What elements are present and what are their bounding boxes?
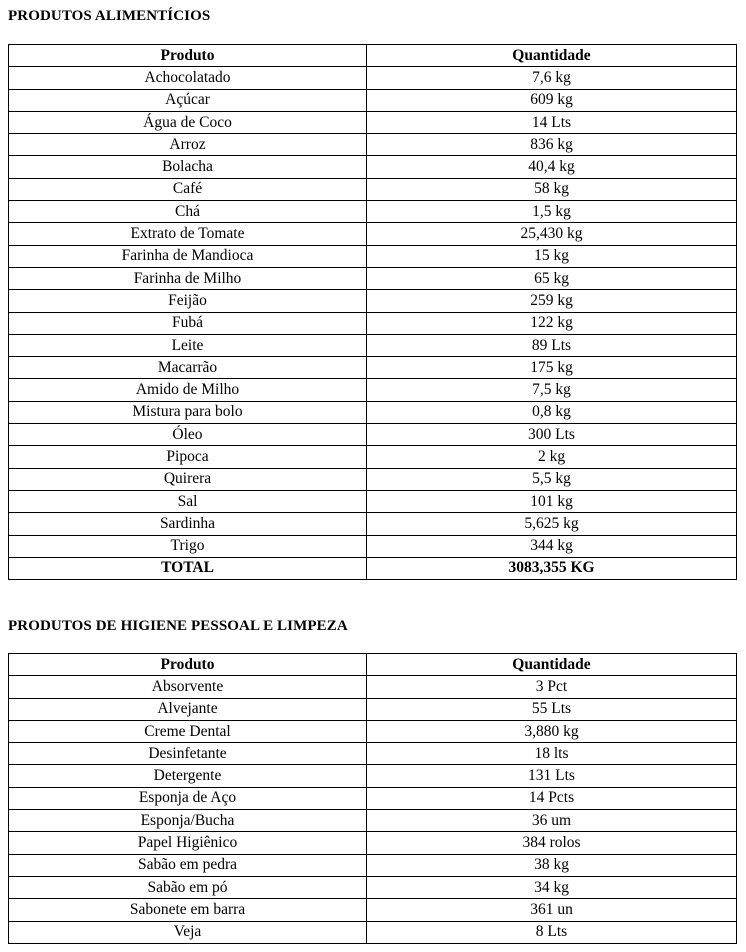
product-name-cell: Desinfetante <box>9 743 367 765</box>
table-row <box>9 379 737 401</box>
product-name-cell: Sabão em pedra <box>9 854 367 876</box>
product-name-cell: Farinha de Milho <box>9 267 367 289</box>
table-row <box>9 468 737 490</box>
product-name-cell: Mistura para bolo <box>9 401 367 423</box>
quantity-cell: 34 kg <box>367 876 737 898</box>
quantity-cell: 8 Lts <box>367 921 737 943</box>
product-name-cell: Fubá <box>9 312 367 334</box>
hygiene-table-body <box>9 676 737 944</box>
table-row <box>9 698 737 720</box>
column-header-product: Produto <box>9 45 367 67</box>
table-row <box>9 401 737 423</box>
quantity-cell: 15 kg <box>367 245 737 267</box>
table-row <box>9 832 737 854</box>
product-name-cell: Papel Higiênico <box>9 832 367 854</box>
product-name-cell: Água de Coco <box>9 111 367 133</box>
product-name-cell: Absorvente <box>9 676 367 698</box>
quantity-cell: 1,5 kg <box>367 201 737 223</box>
table-row <box>9 111 737 133</box>
table-header-row <box>9 45 737 67</box>
table-row <box>9 267 737 289</box>
product-name-cell: Esponja de Aço <box>9 787 367 809</box>
quantity-cell: 7,6 kg <box>367 67 737 89</box>
product-name-cell: Detergente <box>9 765 367 787</box>
product-name-cell: Macarrão <box>9 357 367 379</box>
product-name-cell: Feijão <box>9 290 367 312</box>
total-label: TOTAL <box>9 557 367 579</box>
table-row <box>9 490 737 512</box>
table-row <box>9 921 737 943</box>
product-name-cell: Alvejante <box>9 698 367 720</box>
quantity-cell: 65 kg <box>367 267 737 289</box>
quantity-cell: 55 Lts <box>367 698 737 720</box>
quantity-cell: 18 lts <box>367 743 737 765</box>
table-row <box>9 676 737 698</box>
food-section-heading: PRODUTOS ALIMENTÍCIOS <box>8 8 211 24</box>
quantity-cell: 36 um <box>367 810 737 832</box>
product-name-cell: Leite <box>9 334 367 356</box>
table-row <box>9 156 737 178</box>
quantity-cell: 7,5 kg <box>367 379 737 401</box>
food-table-body <box>9 67 737 558</box>
hygiene-products-table <box>8 653 737 944</box>
product-name-cell: Trigo <box>9 535 367 557</box>
quantity-cell: 836 kg <box>367 134 737 156</box>
table-row <box>9 201 737 223</box>
table-row <box>9 787 737 809</box>
quantity-cell: 14 Lts <box>367 111 737 133</box>
table-row <box>9 178 737 200</box>
quantity-cell: 384 rolos <box>367 832 737 854</box>
table-row <box>9 290 737 312</box>
table-row <box>9 334 737 356</box>
food-products-table <box>8 44 737 580</box>
quantity-cell: 3 Pct <box>367 676 737 698</box>
product-name-cell: Arroz <box>9 134 367 156</box>
table-row <box>9 720 737 742</box>
hygiene-section-heading: PRODUTOS DE HIGIENE PESSOAL E LIMPEZA <box>8 618 348 634</box>
product-name-cell: Quirera <box>9 468 367 490</box>
table-row <box>9 134 737 156</box>
product-name-cell: Farinha de Mandioca <box>9 245 367 267</box>
column-header-quantity: Quantidade <box>367 654 737 676</box>
quantity-cell: 38 kg <box>367 854 737 876</box>
table-row <box>9 743 737 765</box>
product-name-cell: Amido de Milho <box>9 379 367 401</box>
quantity-cell: 344 kg <box>367 535 737 557</box>
product-name-cell: Açúcar <box>9 89 367 111</box>
product-name-cell: Café <box>9 178 367 200</box>
product-name-cell: Veja <box>9 921 367 943</box>
table-row <box>9 765 737 787</box>
column-header-quantity: Quantidade <box>367 45 737 67</box>
table-row <box>9 245 737 267</box>
table-row <box>9 899 737 921</box>
quantity-cell: 131 Lts <box>367 765 737 787</box>
product-name-cell: Sal <box>9 490 367 512</box>
table-row <box>9 446 737 468</box>
total-row <box>9 557 737 579</box>
quantity-cell: 5,625 kg <box>367 513 737 535</box>
product-name-cell: Óleo <box>9 424 367 446</box>
table-row <box>9 424 737 446</box>
table-header-row <box>9 654 737 676</box>
product-name-cell: Esponja/Bucha <box>9 810 367 832</box>
product-name-cell: Bolacha <box>9 156 367 178</box>
product-name-cell: Sabonete em barra <box>9 899 367 921</box>
product-name-cell: Pipoca <box>9 446 367 468</box>
quantity-cell: 259 kg <box>367 290 737 312</box>
quantity-cell: 40,4 kg <box>367 156 737 178</box>
quantity-cell: 14 Pcts <box>367 787 737 809</box>
table-row <box>9 810 737 832</box>
quantity-cell: 25,430 kg <box>367 223 737 245</box>
table-row <box>9 89 737 111</box>
quantity-cell: 361 un <box>367 899 737 921</box>
column-header-product: Produto <box>9 654 367 676</box>
product-name-cell: Extrato de Tomate <box>9 223 367 245</box>
quantity-cell: 89 Lts <box>367 334 737 356</box>
product-name-cell: Creme Dental <box>9 720 367 742</box>
quantity-cell: 5,5 kg <box>367 468 737 490</box>
quantity-cell: 0,8 kg <box>367 401 737 423</box>
product-name-cell: Chá <box>9 201 367 223</box>
table-row <box>9 854 737 876</box>
quantity-cell: 3,880 kg <box>367 720 737 742</box>
quantity-cell: 609 kg <box>367 89 737 111</box>
table-row <box>9 223 737 245</box>
quantity-cell: 300 Lts <box>367 424 737 446</box>
table-row <box>9 535 737 557</box>
quantity-cell: 2 kg <box>367 446 737 468</box>
table-row <box>9 876 737 898</box>
quantity-cell: 58 kg <box>367 178 737 200</box>
table-row <box>9 513 737 535</box>
product-name-cell: Sabão em pó <box>9 876 367 898</box>
product-name-cell: Achocolatado <box>9 67 367 89</box>
product-name-cell: Sardinha <box>9 513 367 535</box>
table-row <box>9 67 737 89</box>
quantity-cell: 175 kg <box>367 357 737 379</box>
total-quantity: 3083,355 KG <box>367 557 737 579</box>
table-row <box>9 312 737 334</box>
table-row <box>9 357 737 379</box>
quantity-cell: 122 kg <box>367 312 737 334</box>
quantity-cell: 101 kg <box>367 490 737 512</box>
